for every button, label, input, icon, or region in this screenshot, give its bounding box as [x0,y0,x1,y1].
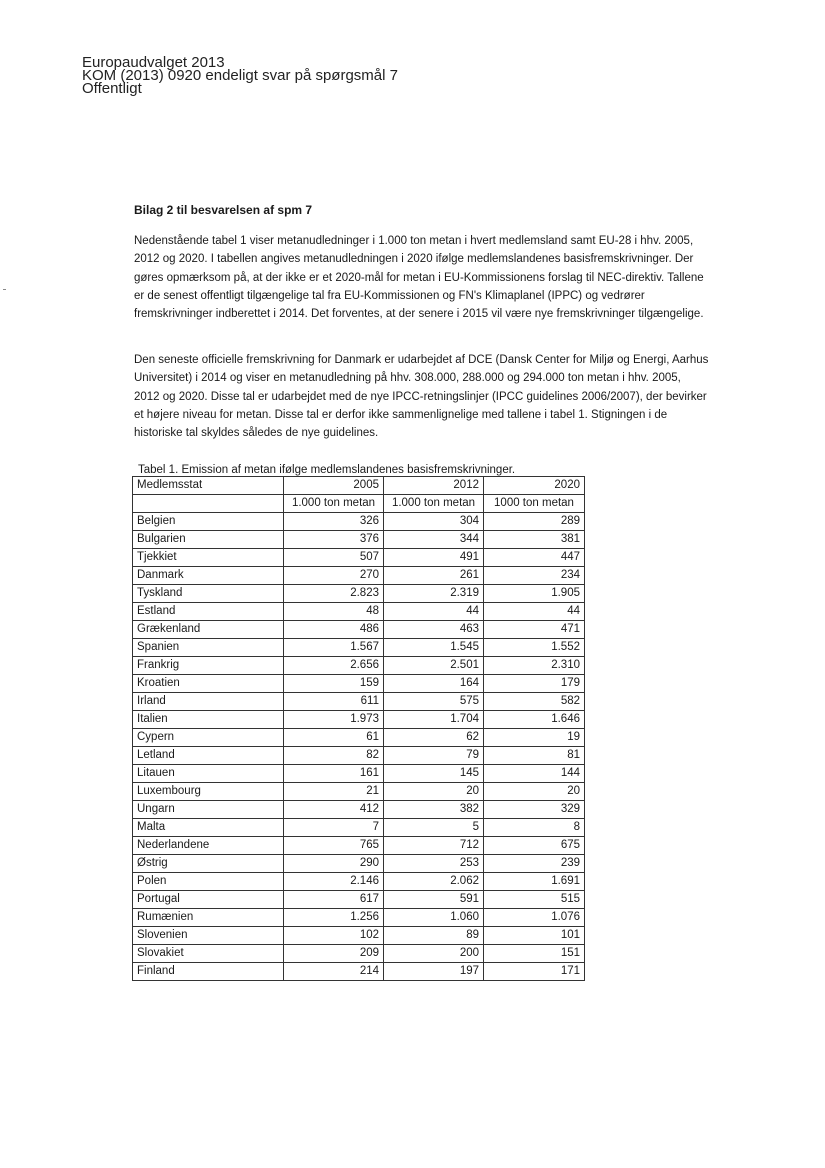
value-2020-cell: 81 [484,747,585,765]
value-2005-cell: 270 [284,567,384,585]
table-row [133,891,585,909]
table-row [133,711,585,729]
column-header-member-state: Medlemsstat [133,477,284,495]
value-2020-cell: 19 [484,729,585,747]
value-2005-cell: 412 [284,801,384,819]
member-state-cell: Rumænien [133,909,284,927]
value-2005-cell: 21 [284,783,384,801]
table-row [133,567,585,585]
value-2020-cell: 171 [484,963,585,981]
table-row [133,621,585,639]
value-2012-cell: 5 [384,819,484,837]
member-state-cell: Frankrig [133,657,284,675]
value-2020-cell: 2.310 [484,657,585,675]
value-2012-cell: 261 [384,567,484,585]
value-2012-cell: 575 [384,693,484,711]
member-state-cell: Estland [133,603,284,621]
member-state-cell: Italien [133,711,284,729]
value-2020-cell: 1.552 [484,639,585,657]
header-committee: Europaudvalget 2013 [82,54,225,71]
value-2005-cell: 290 [284,855,384,873]
table-row [133,963,585,981]
value-2020-cell: 151 [484,945,585,963]
value-2012-cell: 463 [384,621,484,639]
member-state-cell: Østrig [133,855,284,873]
member-state-cell: Finland [133,963,284,981]
value-2005-cell: 1.973 [284,711,384,729]
table-row [133,837,585,855]
value-2020-cell: 44 [484,603,585,621]
column-header-2005: 2005 [284,477,384,495]
member-state-cell: Cypern [133,729,284,747]
value-2005-cell: 507 [284,549,384,567]
table-row [133,693,585,711]
value-2012-cell: 304 [384,513,484,531]
member-state-cell: Spanien [133,639,284,657]
value-2005-cell: 48 [284,603,384,621]
value-2005-cell: 161 [284,765,384,783]
value-2005-cell: 376 [284,531,384,549]
value-2005-cell: 1.567 [284,639,384,657]
table-row [133,675,585,693]
table-row [133,927,585,945]
value-2020-cell: 515 [484,891,585,909]
member-state-cell: Slovakiet [133,945,284,963]
value-2012-cell: 44 [384,603,484,621]
member-state-cell: Polen [133,873,284,891]
value-2020-cell: 1.076 [484,909,585,927]
header-status: Offentligt [82,80,142,97]
member-state-cell: Malta [133,819,284,837]
value-2020-cell: 239 [484,855,585,873]
member-state-cell: Kroatien [133,675,284,693]
member-state-cell: Danmark [133,567,284,585]
value-2012-cell: 382 [384,801,484,819]
table-row [133,945,585,963]
header-reference: KOM (2013) 0920 endeligt svar på spørgsmål 7 [82,67,398,84]
value-2012-cell: 1.060 [384,909,484,927]
table-caption: Tabel 1. Emission af metan ifølge medlemslandenes basisfremskrivninger. [138,464,516,476]
value-2005-cell: 2.656 [284,657,384,675]
table-row [133,585,585,603]
value-2012-cell: 344 [384,531,484,549]
value-2020-cell: 8 [484,819,585,837]
value-2005-cell: 159 [284,675,384,693]
value-2012-cell: 20 [384,783,484,801]
member-state-cell: Nederlandene [133,837,284,855]
value-2020-cell: 1.691 [484,873,585,891]
value-2012-cell: 197 [384,963,484,981]
column-header-2012: 2012 [384,477,484,495]
table-row [133,747,585,765]
table-row [133,855,585,873]
value-2005-cell: 102 [284,927,384,945]
table-row [133,513,585,531]
member-state-cell: Portugal [133,891,284,909]
member-state-cell: Luxembourg [133,783,284,801]
member-state-cell: Grækenland [133,621,284,639]
member-state-cell: Tyskland [133,585,284,603]
value-2020-cell: 1.646 [484,711,585,729]
value-2012-cell: 591 [384,891,484,909]
value-2012-cell: 253 [384,855,484,873]
table-row [133,765,585,783]
value-2005-cell: 326 [284,513,384,531]
table-row [133,783,585,801]
value-2005-cell: 209 [284,945,384,963]
table-units-row [133,495,585,513]
denmark-paragraph: Den seneste officielle fremskrivning for Danmark er udarbejdet af DCE (Dansk Center for Miljø og Energi, Aarhus Universitet) i 2014 og viser en metanudledning på hhv. 308.000, 288.000 og 294.000 ton metan i hhv. 2005, 2012 og 2020. Disse tal er udarbejdet med de nye IPCC-retningslinjer (IPCC guidelines 2006/2007), der bevirker et højere niveau for metan. Disse tal er derfor ikke sammenlignelige med tallene i tabel 1. Stigningen i de historiske tal skyldes således de nye guidelines. [134,354,709,440]
table-row [133,639,585,657]
value-2005-cell: 2.823 [284,585,384,603]
value-2012-cell: 491 [384,549,484,567]
member-state-cell: Bulgarien [133,531,284,549]
value-2020-cell: 234 [484,567,585,585]
value-2005-cell: 82 [284,747,384,765]
value-2020-cell: 101 [484,927,585,945]
value-2005-cell: 765 [284,837,384,855]
value-2020-cell: 329 [484,801,585,819]
margin-mark [3,289,6,290]
table-row [133,729,585,747]
value-2005-cell: 7 [284,819,384,837]
value-2020-cell: 1.905 [484,585,585,603]
value-2005-cell: 2.146 [284,873,384,891]
document-header [82,56,398,95]
value-2020-cell: 675 [484,837,585,855]
value-2005-cell: 214 [284,963,384,981]
value-2020-cell: 20 [484,783,585,801]
member-state-cell: Slovenien [133,927,284,945]
value-2012-cell: 2.062 [384,873,484,891]
value-2020-cell: 289 [484,513,585,531]
table-row [133,801,585,819]
member-state-cell: Tjekkiet [133,549,284,567]
value-2020-cell: 471 [484,621,585,639]
table-row [133,603,585,621]
appendix-title: Bilag 2 til besvarelsen af spm 7 [134,203,313,217]
member-state-cell: Irland [133,693,284,711]
table-row [133,657,585,675]
member-state-cell: Litauen [133,765,284,783]
member-state-cell: Belgien [133,513,284,531]
value-2020-cell: 381 [484,531,585,549]
value-2012-cell: 145 [384,765,484,783]
value-2020-cell: 447 [484,549,585,567]
value-2005-cell: 1.256 [284,909,384,927]
value-2012-cell: 200 [384,945,484,963]
member-state-cell: Letland [133,747,284,765]
unit-2005: 1.000 ton metan [284,495,384,513]
value-2012-cell: 164 [384,675,484,693]
value-2012-cell: 89 [384,927,484,945]
table-header-row [133,477,585,495]
column-header-2020: 2020 [484,477,585,495]
unit-2012: 1.000 ton metan [384,495,484,513]
value-2012-cell: 2.501 [384,657,484,675]
intro-paragraph: Nedenstående tabel 1 viser metanudledninger i 1.000 ton metan i hvert medlemsland samt EU-28 i hhv. 2005, 2012 og 2020. I tabellen angives metanudledningen i 2020 ifølge medlemslandenes basisfremskrivninger. Der gøres opmærksom på, at der ikke er et 2020-mål for metan i EU-Kommissionens forslag til NEC-direktiv. Tallene er de senest offentligt tilgængelige tal fra EU-Kommissionen og FN's Klimaplanel (IPPC) og vedrører fremskrivninger indberettet i 2014. Det forventes, at der senere i 2015 vil være nye fremskrivninger tilgængelige. [134,235,704,321]
table-row [133,909,585,927]
value-2012-cell: 62 [384,729,484,747]
value-2012-cell: 2.319 [384,585,484,603]
value-2005-cell: 611 [284,693,384,711]
table-row [133,873,585,891]
value-2020-cell: 144 [484,765,585,783]
table-row [133,819,585,837]
unit-cell-empty [133,495,284,513]
value-2012-cell: 712 [384,837,484,855]
value-2012-cell: 1.545 [384,639,484,657]
member-state-cell: Ungarn [133,801,284,819]
unit-2020: 1000 ton metan [484,495,585,513]
table-row [133,549,585,567]
value-2012-cell: 79 [384,747,484,765]
value-2020-cell: 179 [484,675,585,693]
value-2020-cell: 582 [484,693,585,711]
value-2005-cell: 61 [284,729,384,747]
value-2012-cell: 1.704 [384,711,484,729]
table-row [133,531,585,549]
value-2005-cell: 617 [284,891,384,909]
value-2005-cell: 486 [284,621,384,639]
emission-table [132,476,585,981]
